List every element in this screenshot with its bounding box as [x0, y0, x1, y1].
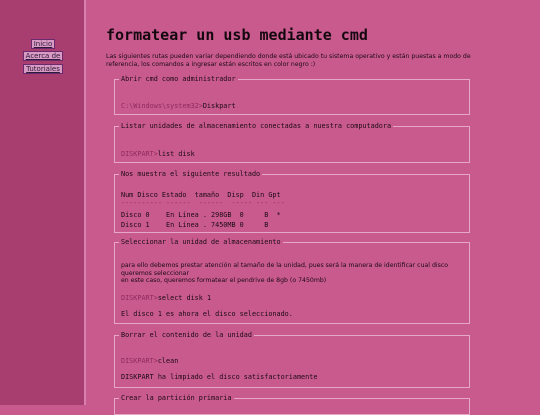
step-list-legend: Listar unidades de almacenamiento conectadas a nuestra computadora: [121, 122, 392, 130]
list-command: list disk: [157, 150, 195, 158]
admin-command: Diskpart: [202, 102, 236, 110]
nav-link-tutoriales[interactable]: Tutoriales: [23, 64, 63, 74]
select-para-2: en este caso, queremos formatear el pendrive de 8gb (o 7450mb): [121, 277, 327, 284]
select-command: select disk 1: [157, 294, 212, 302]
select-output: El disco 1 es ahora el disco seleccionado.: [121, 310, 293, 318]
result-separator: ---------- ------ ------ ----- --- ---: [121, 199, 285, 207]
step-result-legend: Nos muestra el siguiente resultado: [121, 170, 261, 178]
page-title: formatear un usb mediante cmd: [106, 26, 368, 44]
select-para-1: para ello debemos prestar atención al tamaño de la unidad, pues será la manera de identificar cual disco queremos seleccionar: [121, 262, 449, 277]
list-command-line: [121, 150, 195, 159]
nav-link-inicio[interactable]: Inicio: [31, 39, 56, 49]
result-header: Num Disco Estado tamaño Disp Din Gpt: [121, 191, 281, 199]
select-command-line: [121, 294, 211, 303]
step-partition: [114, 395, 470, 415]
sidebar: [0, 0, 86, 405]
clean-command: clean: [157, 357, 179, 365]
step-select-legend: Seleccionar la unidad de almacenamiento: [121, 238, 281, 246]
result-row: Disco 0 En Línea . 298GB 0 B *: [121, 211, 281, 219]
step-clean: [114, 332, 470, 388]
select-prompt: DISKPART>: [121, 294, 158, 302]
step-partition-legend: Crear la partición primaria: [121, 394, 232, 402]
nav-item-tutoriales-wrap: [0, 56, 86, 75]
step-list: [114, 123, 470, 163]
clean-prompt: DISKPART>: [121, 357, 158, 365]
clean-output: DISKPART ha limpiado el disco satisfactoriamente: [121, 373, 318, 381]
nav-link-acerca-de[interactable]: Acerca de: [23, 51, 64, 61]
list-prompt: DISKPART>: [121, 150, 158, 158]
step-clean-legend: Borrar el contenido de la unidad: [121, 331, 252, 339]
intro-text: Las siguientes rutas pueden variar dependiendo donde está ubicado tu sistema operativo y están puestas a modo de referencia, los comandos a ingresar están escritos en color negro :): [106, 53, 471, 68]
select-explanation: [121, 262, 466, 285]
admin-prompt: C:\Windows\system32>: [121, 102, 203, 110]
step-admin: [114, 76, 470, 115]
result-row: Disco 1 En Línea . 7450MB 0 B: [121, 221, 269, 229]
step-select: [114, 239, 470, 324]
clean-command-line: [121, 357, 178, 366]
step-result: [114, 171, 470, 233]
step-admin-legend: Abrir cmd como administrador: [121, 75, 236, 83]
admin-command-line: [121, 102, 236, 111]
